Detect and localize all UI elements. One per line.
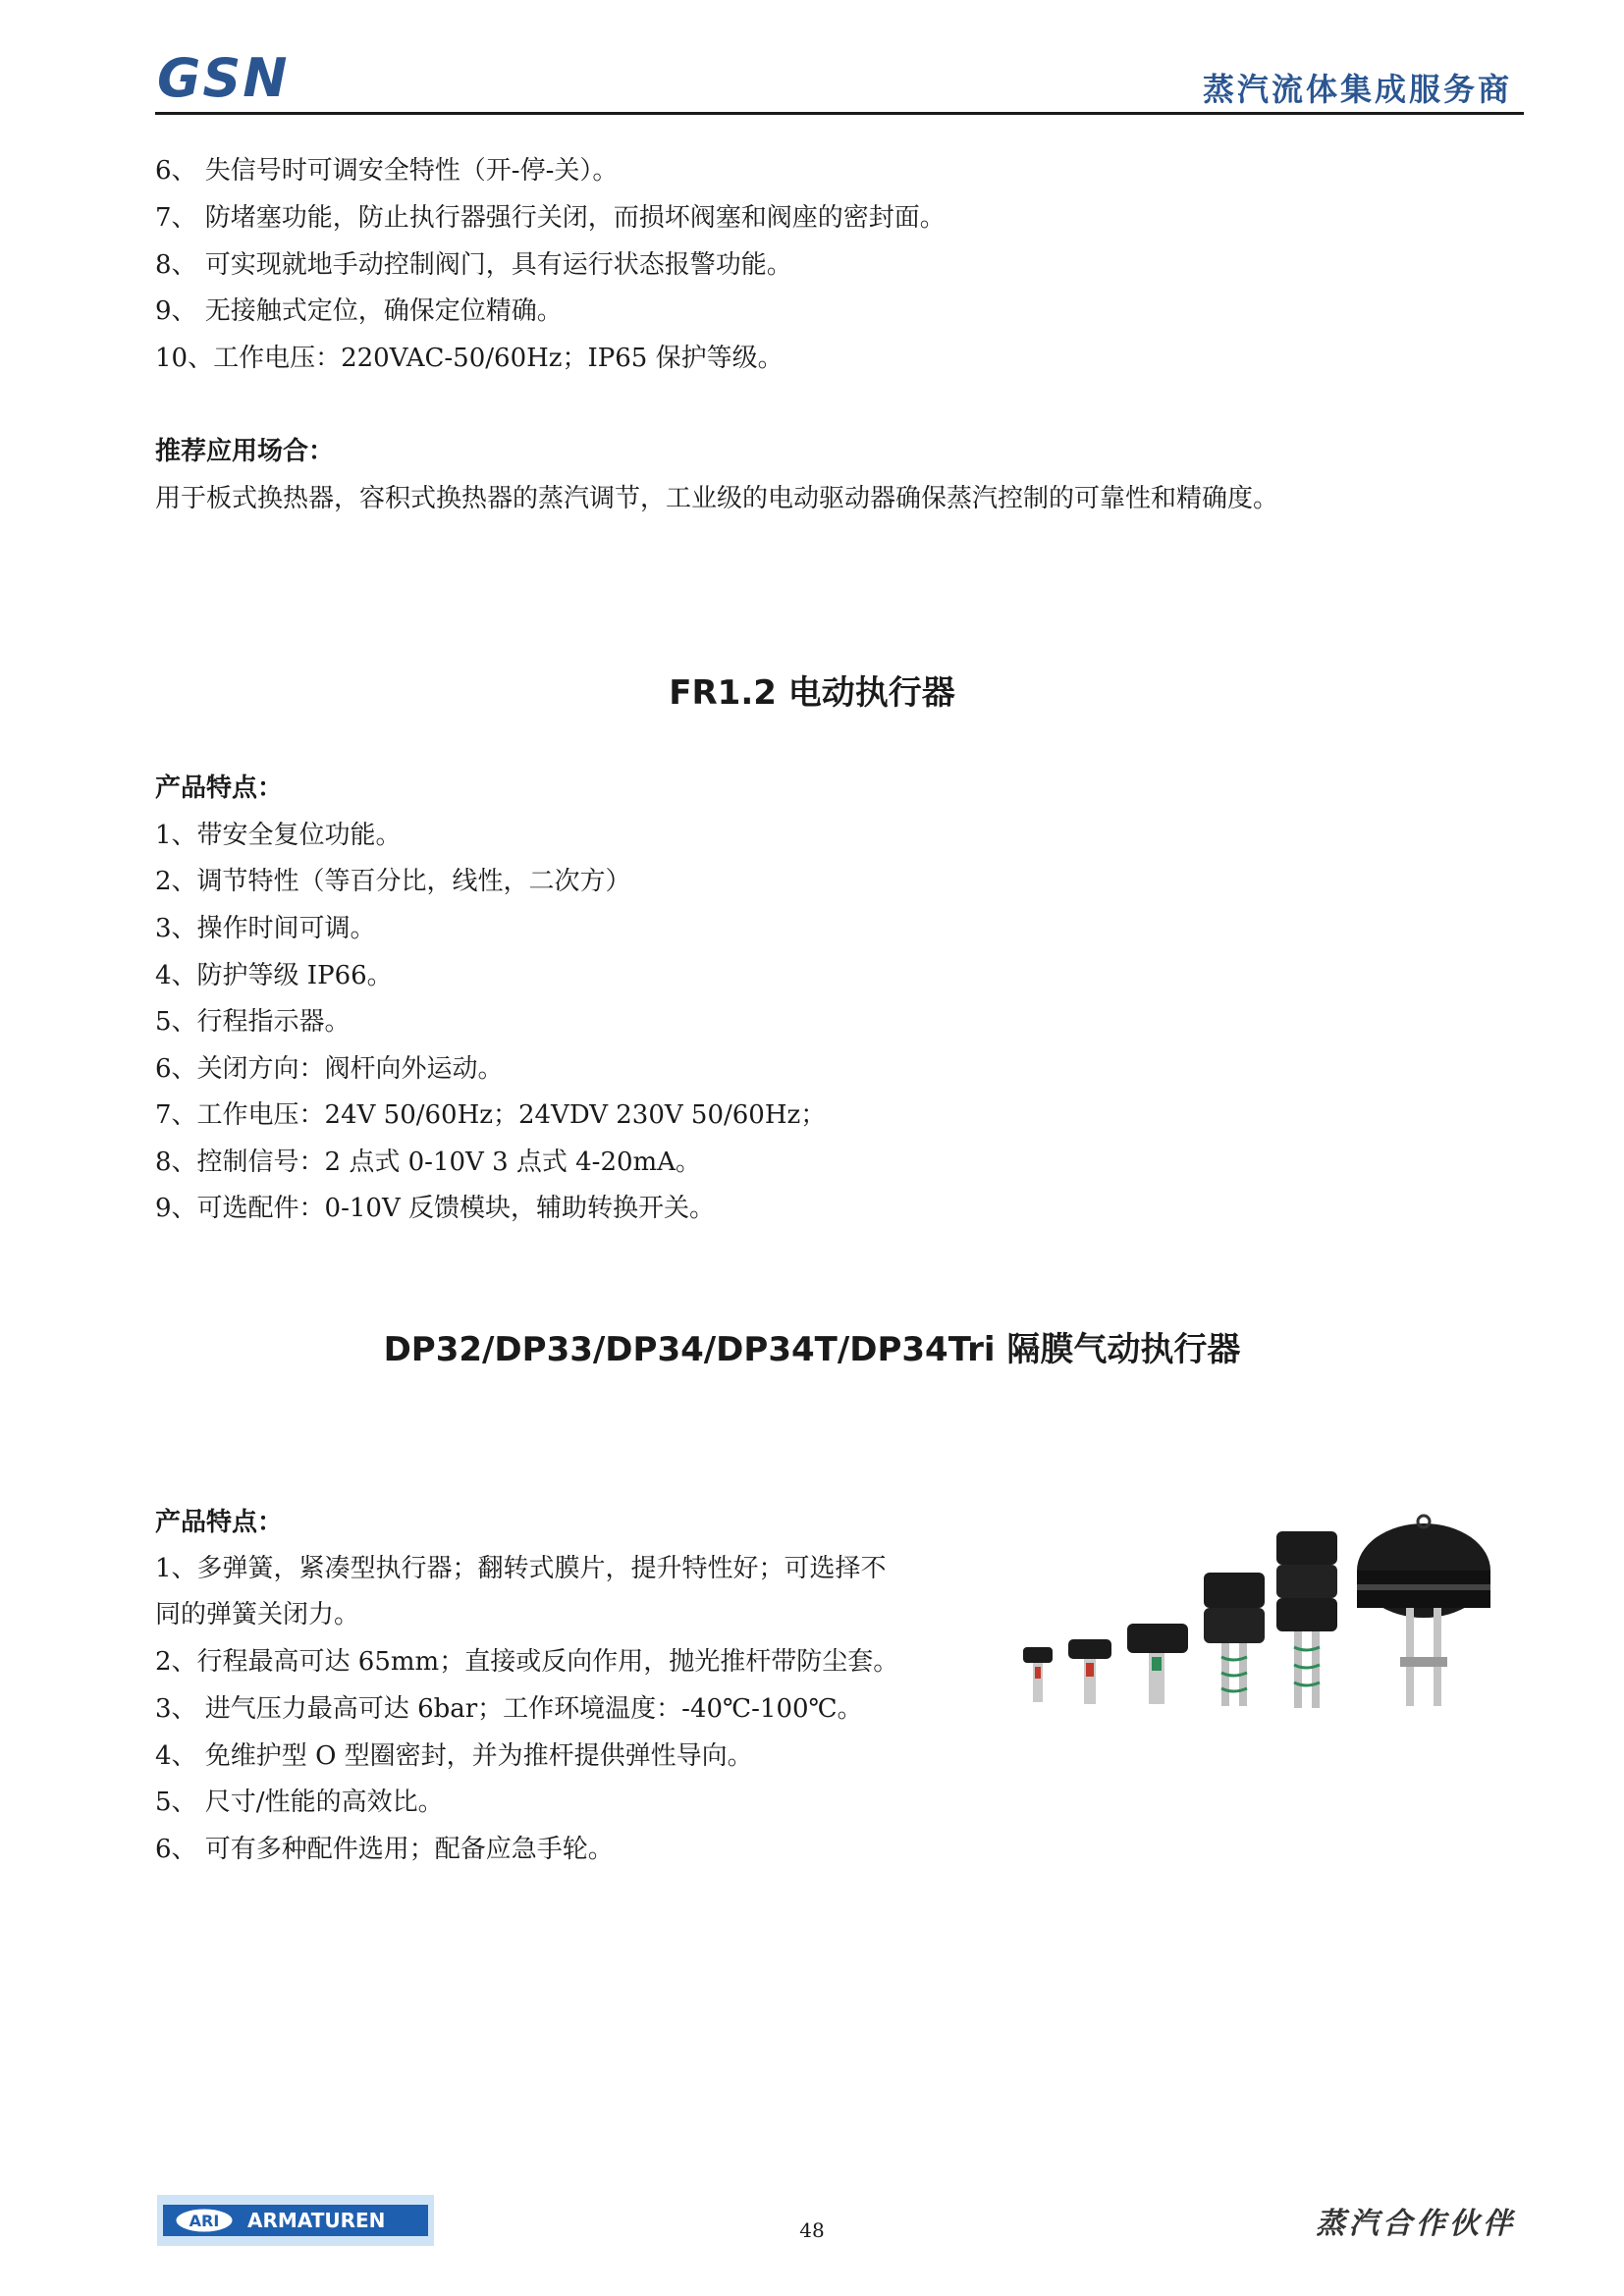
gsn-logo xyxy=(155,47,293,104)
list-item: 5、行程指示器。 xyxy=(155,1007,351,1037)
recommend-text: 用于板式换热器，容积式换热器的蒸汽调节，工业级的电动驱动器确保蒸汽控制的可靠性和精确度。 xyxy=(155,484,1279,513)
list-item: 8、 可实现就地手动控制阀门，具有运行状态报警功能。 xyxy=(155,250,792,280)
header-slogan: 蒸汽流体集成服务商 xyxy=(1202,71,1512,108)
list-item: 9、可选配件：0-10V 反馈模块，辅助转换开关。 xyxy=(155,1194,715,1223)
svg-text:ARI: ARI xyxy=(189,2212,220,2230)
list-item: 4、防护等级 IP66。 xyxy=(155,961,393,990)
list-item: 3、 进气压力最高可达 6bar；工作环境温度：-40℃-100℃。 xyxy=(155,1694,863,1724)
list-item: 5、 尺寸/性能的高效比。 xyxy=(155,1788,444,1817)
actuator-dp32-small xyxy=(1023,1647,1053,1702)
list-item: 8、控制信号：2 点式 0-10V 3 点式 4-20mA。 xyxy=(155,1148,701,1177)
header-divider xyxy=(155,112,1524,115)
list-item: 6、关闭方向：阀杆向外运动。 xyxy=(155,1054,504,1084)
actuator-dp34t xyxy=(1276,1531,1337,1708)
section-title-fr12: FR1.2 电动执行器 xyxy=(669,673,955,713)
list-item: 同的弹簧关闭力。 xyxy=(155,1600,360,1629)
recommend-heading: 推荐应用场合： xyxy=(155,437,335,466)
list-item: 1、带安全复位功能。 xyxy=(155,821,402,850)
list-item: 9、 无接触式定位，确保定位精确。 xyxy=(155,296,563,326)
list-item: 10、工作电压：220VAC-50/60Hz；IP65 保护等级。 xyxy=(155,344,784,373)
list-item: 6、 可有多种配件选用；配备应急手轮。 xyxy=(155,1835,614,1864)
features-heading: 产品特点： xyxy=(155,1508,284,1537)
list-item: 6、 失信号时可调安全特性（开-停-关）。 xyxy=(155,156,619,186)
actuator-dp34 xyxy=(1204,1573,1265,1706)
list-item: 3、操作时间可调。 xyxy=(155,914,376,943)
footer-slogan: 蒸汽合作伙伴 xyxy=(1316,2207,1516,2241)
list-item: 2、调节特性（等百分比，线性，二次方） xyxy=(155,867,631,896)
list-item: 2、行程最高可达 65mm；直接或反向作用，抛光推杆带防尘套。 xyxy=(155,1647,899,1677)
section-title-dp: DP32/DP33/DP34/DP34T/DP34Tri 隔膜气动执行器 xyxy=(383,1330,1241,1369)
actuator-product-image xyxy=(1011,1510,1522,1726)
actuator-dp32 xyxy=(1068,1639,1111,1704)
actuator-dp33 xyxy=(1127,1624,1188,1704)
page-number: 48 xyxy=(799,2218,825,2242)
svg-text:ARMATUREN: ARMATUREN xyxy=(247,2209,386,2232)
list-item: 7、工作电压：24V 50/60Hz；24VDV 230V 50/60Hz； xyxy=(155,1100,827,1130)
list-item: 4、 免维护型 O 型圈密封，并为推杆提供弹性导向。 xyxy=(155,1741,753,1771)
svg-text:GSN: GSN xyxy=(157,47,290,104)
features-heading: 产品特点： xyxy=(155,774,284,803)
list-item: 7、 防堵塞功能，防止执行器强行关闭，而损坏阀塞和阀座的密封面。 xyxy=(155,203,946,233)
actuator-dp34tri xyxy=(1357,1516,1490,1706)
list-item: 1、多弹簧，紧凑型执行器；翻转式膜片，提升特性好；可选择不 xyxy=(155,1554,887,1583)
